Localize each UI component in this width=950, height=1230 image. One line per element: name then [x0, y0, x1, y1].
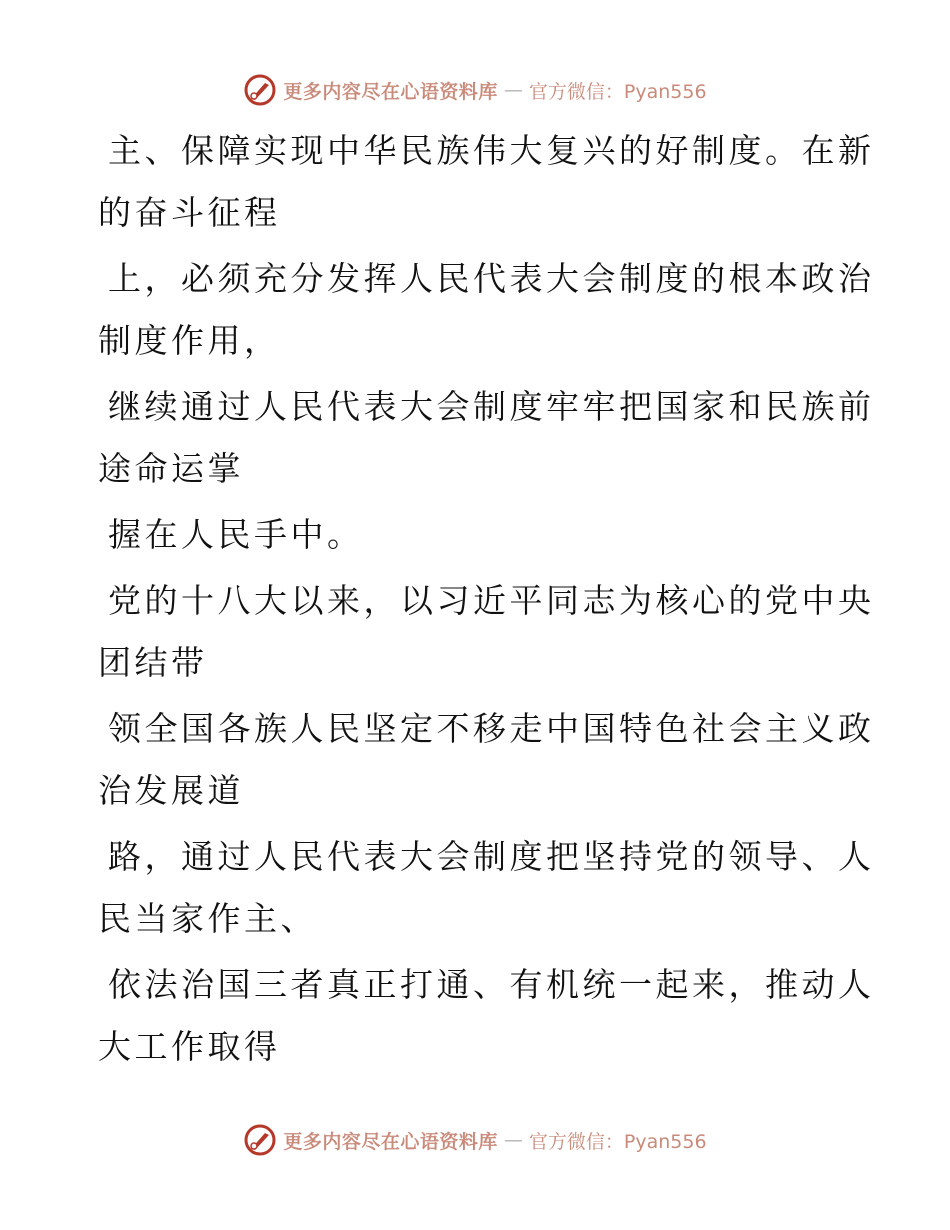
paragraph-line: 党的十八大以来，以习近平同志为核心的党中央 [108, 581, 875, 620]
paragraph-line: 团结带 [98, 643, 208, 682]
paragraph [98, 376, 875, 500]
paragraph [98, 504, 838, 566]
paragraph [98, 698, 875, 822]
watermark-separator: — [503, 79, 523, 101]
header-watermark [0, 70, 950, 110]
paragraph-line: 继续通过人民代表大会制度牢牢把国家和民族前 [108, 387, 875, 426]
paragraph-line: 握在人民手中。 [108, 515, 364, 554]
paragraph [98, 248, 875, 372]
watermark-official: 官方微信：Pyan556 [528, 1130, 707, 1153]
quill-logo-icon [243, 73, 277, 107]
paragraph-line: 的奋斗征程 [98, 193, 281, 232]
paragraph-line: 治发展道 [98, 771, 244, 810]
quill-logo-icon [243, 1123, 277, 1157]
paragraph-line: 制度作用， [98, 321, 281, 360]
paragraph [98, 120, 875, 244]
document-body [98, 120, 875, 1082]
watermark-separator: — [503, 1129, 523, 1151]
paragraph-line: 依法治国三者真正打通、有机统一起来，推动人 [108, 965, 875, 1004]
paragraph-line: 主、保障实现中华民族伟大复兴的好制度。在新 [108, 131, 875, 170]
paragraph [98, 826, 875, 950]
footer-watermark [0, 1120, 950, 1160]
watermark-brand: 更多内容尽在心语资料库 [283, 1130, 498, 1153]
watermark-brand: 更多内容尽在心语资料库 [283, 80, 498, 103]
paragraph [98, 570, 875, 694]
paragraph-line: 大工作取得 [98, 1027, 281, 1066]
paragraph-line: 民当家作主、 [98, 899, 317, 938]
paragraph-line: 途命运掌 [98, 449, 244, 488]
paragraph-line: 上，必须充分发挥人民代表大会制度的根本政治 [108, 259, 875, 298]
paragraph-line: 领全国各族人民坚定不移走中国特色社会主义政 [108, 709, 875, 748]
paragraph-line: 路，通过人民代表大会制度把坚持党的领导、人 [108, 837, 875, 876]
paragraph [98, 954, 875, 1078]
watermark-official: 官方微信：Pyan556 [528, 80, 707, 103]
